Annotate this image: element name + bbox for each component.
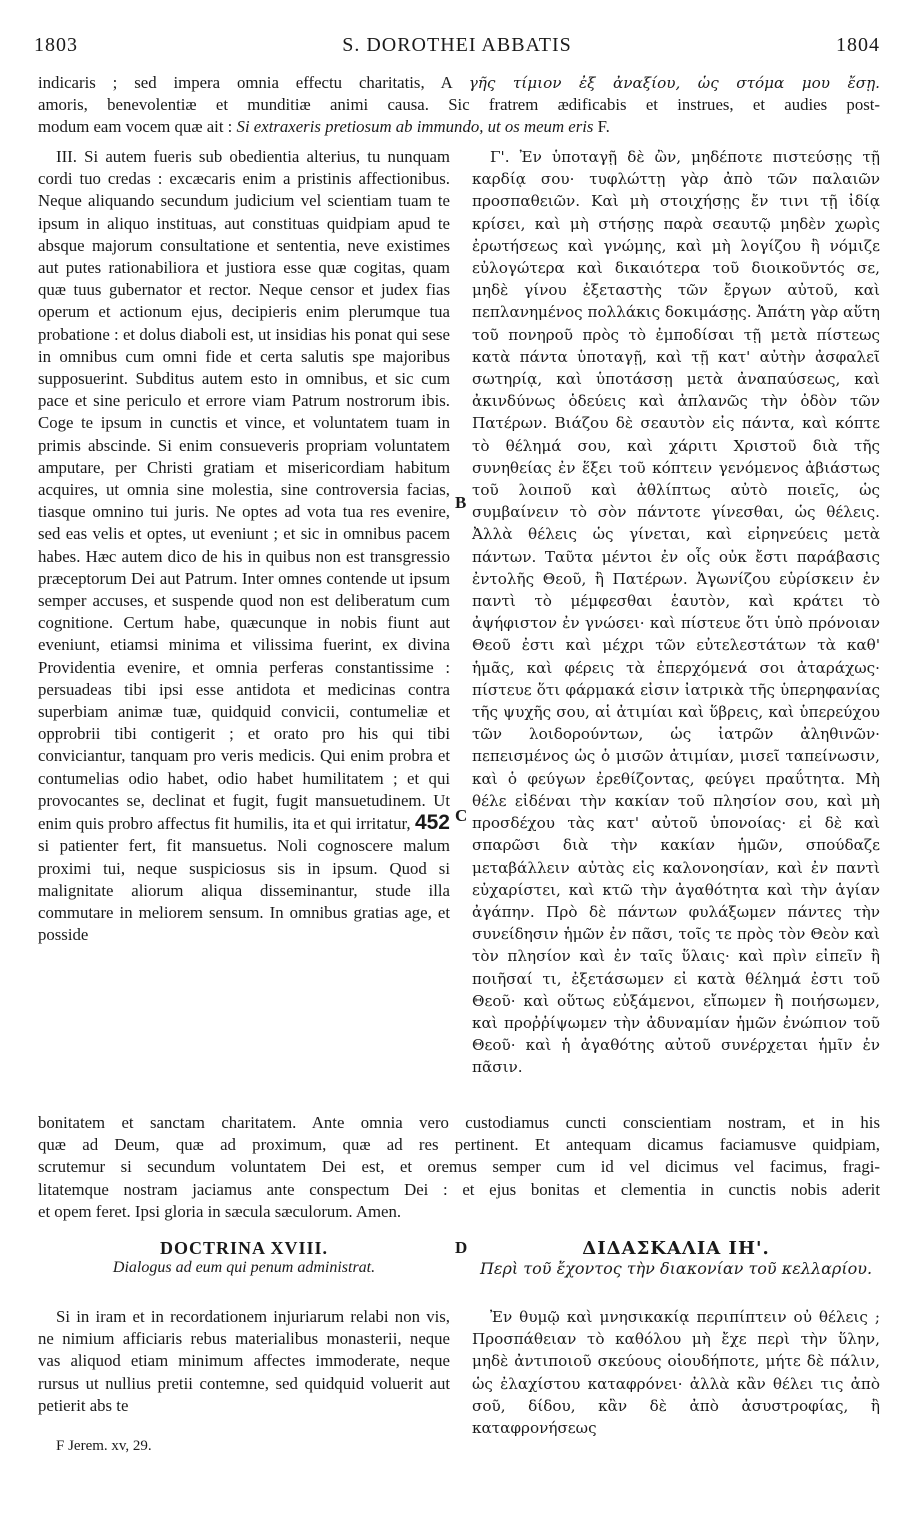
footnote: F Jerem. xv, 29. [56, 1438, 152, 1454]
greek-paragraph-3: Γ'. Ἐν ὑποταγῇ δὲ ὢν, μηδέποτε πιστεύσῃς τῇ καρδίᾳ σου· τυφλώττῃ γὰρ ἀπὸ τῶν παλαιῶν προσπαθειῶν. Καὶ μὴ στοιχήσῃς ἔν τινι τῇ ἰδίᾳ κρίσει, καὶ μὴ στήσῃς παρὰ σεαυτῷ μηδὲν χωρὶς ἐρωτήσεως καὶ γνώμης, καὶ μὴ λογίζου ἢ νόμιζε εὐλογώτερα καὶ δικαιότερα τοῦ διοικοῦντός σε, μηδὲ γίνου ἐξεταστὴς τῶν ἔργων αὐτοῦ, καὶ πεπλανημένος πολλάκις δοκιμάσῃς. Ἀπάτη γὰρ αὕτη τοῦ πονηροῦ πρὸς τὸ ἐμποδίσαι τῇ μετὰ πίστεως κατὰ πάντα ὑποταγῇ, καὶ τῇ κατ' αὐτὴν ἀσφαλεῖ σωτηρίᾳ, καὶ ὑποτάσσῃ μετὰ ἀναπαύσεως, καὶ ἀκινδύνως ὁδεύεις καὶ ἀπλανῶς τὴν ὁδὸν τῶν Πατέρων. Βιάζου δὲ σεαυτὸν εἰς πάντα, καὶ κόπτε τὸ θέλημά σου, καὶ χάριτι Χριστοῦ διὰ τῆς συνηθείας ἐν ἕξει τοῦ κόπτειν γενόμενος ἀβιάστως τοῦ λοιποῦ καὶ ἀθλίπτως αὐτὸ ποιεῖς, ὡς συμβαίνειν τὸ σὸν πάντοτε γίνεσθαι, ὡς θέλεις. Ἀλλὰ θέλεις ὡς γίνεται, καὶ εἰρηνεύεις μετὰ πάντων. Ταῦτα μέντοι ἐν οἷς οὐκ ἔστι παράβασις ἐντολῆς Θεοῦ, ἢ Πατέρων. Ἀγωνίζου εὑρίσκειν ἐν παντὶ τὸ μέμφεσθαι ἑαυτὸν, καὶ κράτει τὸ ἀψήφιστον ἐν γνώσει· καὶ πίστευε ὅτι ὑπὸ πρόνοιαν Θεοῦ ἐστι καὶ μέχρι τῶν εὐτελεστάτων τὰ καθ' ἡμᾶς, καὶ φέρεις τὰ ἐπερχόμενά σοι ἀταράχως· πίστευε ὅτι φάρμακά εἰσιν ἰατρικὰ τῆς ὑπερηφανίας τῆς ψυχῆς σου, αἱ ἀτιμίαι καὶ ὕβρεις, καὶ ὑπερεύχου τῶν λοιδορούντων, ὡς ἰατρῶν ἀληθινῶν· πεπεισμένος ὡς ὁ μισῶν ἀτιμίαν, μισεῖ ταπείνωσιν, καὶ ὁ φεύγων ἐρεθίζοντας, φεύγει πραΰτητα. Μὴ θέλε εἰδέναι τὴν κακίαν τοῦ πλησίον σου, καὶ μὴ προσδέχου τὰς κατ' αὐτοῦ ὑπονοίας· εἰ δὲ καὶ σπαρῶσι διὰ τὴν κακίαν ἡμῶν, σπούδαζε μεταβάλλειν αὐτὰς εἰς καλονοησίαν, καὶ ἐν παντὶ εὐχαρίστει, καὶ κτῶ τὴν ἀγαθότητα καὶ τὴν ἁγίαν ἀγάπην. Πρὸ δὲ πάντων φυλάξωμεν πάντες τὴν συνείδησιν ἡμῶν ἐν πᾶσι, τοῖς τε πρὸς τὸν Θεὸν καὶ τὸν πλησίον καὶ ἐν ταῖς ὕλαις· καὶ πρὶν εἰπεῖν ἢ ποιῆσαί τι, ἐξετάσωμεν εἰ κατὰ θέλημά ἐστι τοῦ Θεοῦ· καὶ οὕτως εὐξάμενοι, εἴπωμεν ἢ ποιήσωμεν, καὶ προῤῥίψωμεν τὴν ἀδυναμίαν ἡμῶν ἐνώπιον τοῦ Θεοῦ· καὶ ἡ ἀγαθότης αὐτοῦ συνέρχεται ἡμῖν ἐν πᾶσιν. [472, 148, 881, 1077]
didaskalia-body [472, 1306, 880, 1439]
bottom-full-width-text [38, 1112, 880, 1223]
top-line-1: indicaris ; sed impera omnia effectu charitatis, A γῆς τίμιον ἐξ ἀναξίου, ὡς στόμα μου ἔσῃ. [38, 73, 880, 92]
doctrina-heading [38, 1238, 450, 1277]
margin-marker-d: D [455, 1238, 468, 1257]
bottom-line-4: litatemque nostram jaciamus ante conspectum Dei : et ejus bonitas et clementia in cunctis nobis aderit [38, 1179, 880, 1199]
doctrina-body [38, 1306, 450, 1417]
doctrina-subtitle: Dialogus ad eum qui penum administrat. [112, 1259, 376, 1276]
bottom-line-1: bonitatem et sanctam charitatem. Ante omnia vero custodiamus cuncti conscientiam nostram, et in his [38, 1113, 880, 1132]
didaskalia-heading [472, 1238, 880, 1278]
page-number-right: 1804 [836, 34, 880, 56]
running-title: S. DOROTHEI ABBATIS [342, 34, 572, 56]
bottom-line-5: et opem feret. Ipsi gloria in sæcula sæculorum. Amen. [38, 1201, 402, 1221]
margin-marker-c: C [455, 806, 468, 825]
margin-marker-b: B [455, 493, 467, 512]
latin-column [38, 146, 450, 946]
bottom-line-3: scrutemur si secundum voluntatem Dei est, et oremus semper cum id vel dicimus vel facimus, fragi- [38, 1157, 880, 1177]
page-number-left: 1803 [34, 34, 78, 56]
column-number: 452 [414, 811, 450, 835]
top-full-width-text [38, 72, 880, 139]
greek-column [472, 146, 880, 1079]
top-line-2: amoris, benevolentiæ et munditiæ animi causa. Sic fratrem ædificabis et instrues, et audies post- [38, 95, 880, 115]
top-line-3: modum eam vocem quæ ait : Si extraxeris pretiosum ab immundo, ut os meum eris F. [38, 117, 610, 137]
latin-paragraph-3: III. Si autem fueris sub obedientia alterius, tu nunquam cordi tuo credas : excæcaris enim a pristinis affectionibus. Neque aliquando secundum judicium vel scientiam tuam te ipsum in aliquo instituas, aut constituas quidpiam apud te absque majorum consultatione et sententia, neve existimes aut putes rationabiliora et justiora esse quæ cogitas, quam quæ tuus gubernator et rector. Neque censor et judex fias operum et actionum ejus, decipieris enim plerumque tua probatione : et dolus diaboli est, ut insidias his ponat qui sese in omnibus cum omni fide et certa salutis spe majoribus supposuerint. Subditus autem esto in omnibus, et sic cum pace et sine periculo et errore viam Patrum nostrorum ibis. Coge te ipsum in cunctis et vince, et voluntatem tuam in primis abscinde. Si enim consueveris propriam voluntatem amputare, per Christi gratiam et misericordiam habitum acquires, ut omnia sine molestia, sine controversia facias, tiasque omnino tui juris. Ne optes ad vota tua res evenire, sed eas velis et optes, ut eveniunt ; et sic in omnibus pacem habes. Hæc autem dico de his in quibus non est transgressio præceptorum Dei aut Patrum. Inter omnes contende ut ipsum semper accuses, et suspende quod non est deliberatum cum cognitione. Certum habe, quæcunque in nobis fiunt aut eveniunt, etiamsi minima et vilissima fuerint, ex divina Providentia evenire, et omnia perferas constantissime : persuadeas tibi ipsi esse antidota et medicinas contra superbiam animæ tuæ, quidquid convicii, contumeliæ et opprobrii tibi contigerit ; et orato pro his qui tibi conviciantur, tanquam pro veris medicis. Qui enim probra et contumelias odio habet, odio habet humilitatem ; et qui provocantes se, declinat et fugit, fugit mansuetudinem. Ut enim quis probro affectus fit humilis, ita et qui irritatur, 452 si patienter fert, fit mansuetus. Noli cognoscere malum proximi tui, neque suspiciosus sis in ipsum. Quod si malignitate aliorum aliqua disseminantur, stude illa commutare in meliorem sensum. In omnibus gratias age, et posside [38, 147, 450, 945]
page-header [34, 34, 880, 60]
doctrina-paragraph: Si in iram et in recordationem injuriarum relabi non vis, ne nimium afficiaris rebus materialibus monasterii, neque vas aliquod etiam minimum affectes immoderate, neque rursus ut nullius pretii contemne, sed quidquid voluerit aut petierit abs te [38, 1307, 450, 1415]
didaskalia-title: ΔΙΔΑΣΚΑΛΙΑ ΙΗ'. [582, 1238, 770, 1259]
bottom-line-2: quæ ad Deum, quæ ad proximum, quæ ad res pertinent. Et antequam dicamus faciamusve quidpiam, [38, 1135, 880, 1155]
didaskalia-subtitle: Περὶ τοῦ ἔχοντος τὴν διακονίαν τοῦ κελλαρίου. [479, 1259, 873, 1278]
doctrina-title: DOCTRINA XVIII. [159, 1238, 329, 1258]
didaskalia-paragraph: Ἐν θυμῷ καὶ μνησικακίᾳ περιπίπτειν οὐ θέλεις ; Προσπάθειαν τὸ καθόλου μὴ ἔχε περὶ τὴν ὕλην, μηδὲ ἀντιποιοῦ σκεύους οἱουδήποτε, μήτε δὲ πάλιν, ὡς ἐλαχίστου καταφρόνει· ἀλλὰ κἂν θέλει τις ἀπὸ σοῦ, δίδου, κἂν δὲ ἀπὸ ἀσυστροφίας, ἢ καταφρονήσεως [472, 1308, 880, 1438]
